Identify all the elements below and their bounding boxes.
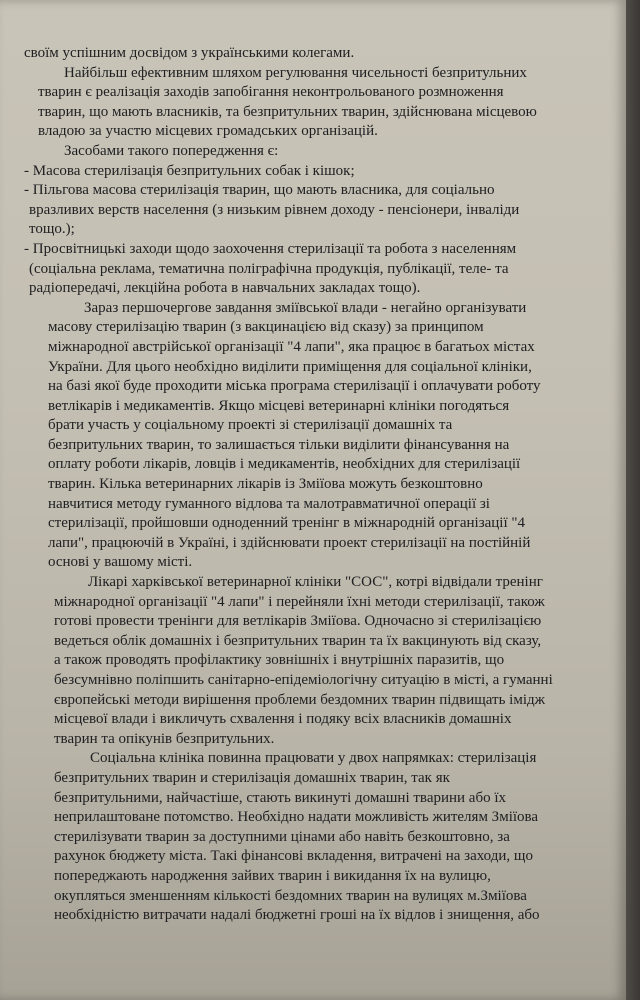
text-line: готові провести тренінги для ветлікарів Зміїова. Одночасно зі стерилізацією bbox=[54, 613, 542, 630]
text-line: Засобами такого попередження є: bbox=[64, 142, 279, 159]
text-line: безпритульних тварин и стерилізація домашніх тварин, так як bbox=[54, 769, 450, 786]
text-line: вразливих верств населення (з низьким рівнем доходу - пенсіонери, інваліди bbox=[29, 201, 520, 218]
paragraph-0 bbox=[24, 44, 612, 64]
text-line: європейські методи вирішення проблеми бездомних тварин підвищать імідж bbox=[54, 691, 546, 708]
text-line: Лікарі харківської ветеринарної клініки "СОС", котрі відвідали тренінг bbox=[88, 574, 543, 591]
paragraph-5 bbox=[24, 749, 612, 925]
text-line: (соціальна реклама, тематична поліграфічна продукція, публікації, теле- та bbox=[29, 260, 509, 277]
text-line: а також проводять профілактику зовнішніх і внутрішніх паразитів, що bbox=[54, 652, 505, 669]
list-item: - Масова стерилізація безпритульних собак і кішок; bbox=[24, 162, 355, 179]
list-item: - Просвітницькі заходи щодо заохочення стерилізації та робота з населенням bbox=[24, 240, 517, 257]
text-line: своїм успішним досвідом з українськими колегами. bbox=[24, 45, 355, 61]
text-line: Зараз першочергове завдання зміївської влади - негайно організувати bbox=[84, 299, 527, 316]
text-line: на базі якої буде проходити міська програма стерилізації і оплачувати роботу bbox=[48, 378, 541, 395]
text-line: владою за участю місцевих громадських організацій. bbox=[38, 123, 378, 140]
text-line: України. Для цього необхідно виділити приміщення для соціальної клініки, bbox=[48, 358, 532, 375]
text-line: тощо.); bbox=[29, 221, 75, 238]
text-line: тварин. Кілька ветеринарних лікарів із Зміїова можуть безкоштовно bbox=[48, 476, 483, 493]
text-line: тварин, що мають власників, та безпритульних тварин, здійснювана місцевою bbox=[38, 103, 537, 120]
text-line: міжнародної австрійської організації "4 лапи", яка працює в багатьох містах bbox=[48, 338, 535, 355]
text-line: лапи", працюючій в Україні, і здійснювати проект стерилізації на постійній bbox=[48, 534, 531, 551]
text-line: місцевої влади і викличуть схвалення і подяку всіх власників домашніх bbox=[54, 711, 512, 728]
text-line: Найбільш ефективним шляхом регулювання чисельності безпритульних bbox=[64, 64, 527, 81]
text-line: масову стерилізацію тварин (з вакцинацією від сказу) за принципом bbox=[48, 319, 484, 336]
text-line: стерилізації, пройшовши одноденний тренінг в міжнародній організації "4 bbox=[48, 515, 526, 532]
text-line: навчитися методу гуманного відлова та малотравматичної операції зі bbox=[48, 495, 490, 512]
page-edge-shadow bbox=[626, 0, 640, 1000]
text-line: тварин є реалізація заходів запобігання неконтрольованого розмноження bbox=[38, 84, 504, 101]
paragraph-4 bbox=[24, 573, 612, 749]
text-line: безпритульними, найчастіше, стають викинуті домашні тварини або їх bbox=[54, 789, 507, 806]
text-line: попереджають народження зайвих тварин і викидання їх на вулицю, bbox=[54, 867, 491, 884]
text-line: ветлікарів і медикаментів. Якщо місцеві ветеринарні клініки погодяться bbox=[48, 397, 510, 414]
text-line: брати участь у соціальному проекті зі стерилізації домашніх та bbox=[48, 417, 453, 434]
text-line: оплату роботи лікарів, ловців і медикаментів, необхідних для стерилізації bbox=[48, 456, 521, 473]
text-line: безпритульних тварин, то залишається тільки виділити фінансування на bbox=[48, 436, 510, 453]
document-text bbox=[24, 44, 612, 926]
text-line: стерилізувати тварин за доступними цінами або навіть безкоштовно, за bbox=[54, 828, 510, 845]
text-line: окупляться зменшенням кількості бездомних тварин на вулицях м.Зміїова bbox=[54, 887, 527, 904]
text-line: необхідністю витрачати надалі бюджетні гроші на їх відлов і знищення, або bbox=[54, 907, 540, 924]
text-line: рахунок бюджету міста. Такі фінансові вкладення, витрачені на заходи, що bbox=[54, 848, 533, 865]
text-line: безсумнівно поліпшить санітарно-епідеміологічну ситуацію в місті, а гуманні bbox=[54, 672, 553, 688]
text-line: тварин та опікунів безпритульних. bbox=[54, 730, 275, 747]
text-line: ведеться облік домашніх і безпритульних тварин та їх вакцинують від сказу, bbox=[54, 632, 542, 649]
paragraph-2 bbox=[24, 142, 612, 299]
text-line: основі у вашому місті. bbox=[48, 554, 193, 571]
text-line: Соціальна клініка повинна працювати у двох напрямках: стерилізація bbox=[90, 750, 537, 767]
text-line: радіопередачі, лекційна робота в навчальних закладах тощо). bbox=[29, 280, 421, 297]
paragraph-1 bbox=[24, 64, 612, 142]
text-line: міжнародної організації "4 лапи" і перейняли їхні методи стерилізації, також bbox=[54, 593, 545, 610]
paragraph-3 bbox=[24, 299, 612, 573]
list-item: - Пільгова масова стерилізація тварин, що мають власника, для соціально bbox=[24, 182, 495, 199]
text-line: неприлаштоване потомство. Необхідно надати можливість жителям Зміїова bbox=[54, 809, 539, 826]
